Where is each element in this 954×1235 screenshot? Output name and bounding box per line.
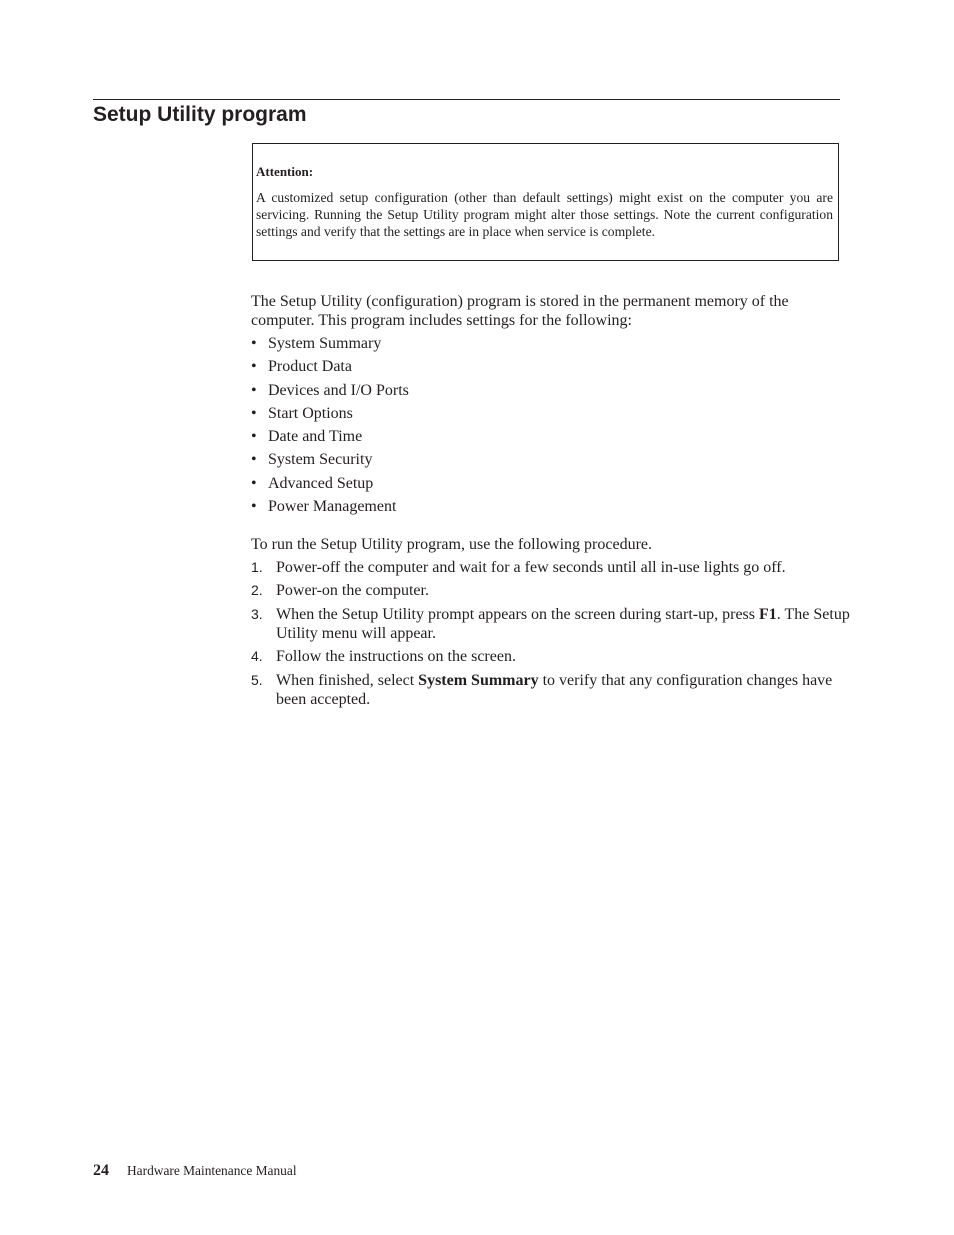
settings-list — [251, 334, 409, 520]
section-title: Setup Utility program — [93, 103, 307, 126]
list-item-text: Start Options — [268, 404, 353, 422]
bullet-icon: • — [251, 498, 257, 516]
bullet-icon: • — [251, 474, 257, 492]
bullet-icon: • — [251, 358, 257, 376]
attention-text: A customized setup configuration (other than default settings) might exist on the computer you are servicing. Running the Setup Utility program might alter those settings. Note the current configuration settings and verify that the settings are in place when service is complete. — [256, 190, 833, 239]
list-item-text: Product Data — [268, 358, 352, 376]
procedure-step — [251, 558, 851, 577]
list-item-text: System Summary — [268, 335, 382, 352]
procedure-intro: To run the Setup Utility program, use the following procedure. — [251, 536, 653, 553]
list-item — [251, 357, 409, 380]
list-item — [251, 474, 409, 497]
step-text: Power-on the computer. — [276, 582, 429, 600]
bullet-icon: • — [251, 404, 257, 422]
step-text: Follow the instructions on the screen. — [276, 648, 516, 666]
list-item-text: Power Management — [268, 498, 397, 516]
procedure-step — [251, 671, 851, 709]
intro-paragraph: The Setup Utility (configuration) program is stored in the permanent memory of the computer. This program includes settings for the following: — [251, 293, 789, 329]
bullet-icon: • — [251, 451, 257, 469]
procedure-steps — [251, 558, 851, 713]
step-text: When the Setup Utility prompt appears on the screen during start-up, press F1. The Setup Utility menu will appear. — [276, 605, 850, 642]
attention-box — [252, 143, 839, 261]
section-rule — [93, 99, 840, 100]
page-number: 24 — [93, 1162, 109, 1179]
list-item — [251, 427, 409, 450]
procedure-step — [251, 647, 851, 666]
list-item — [251, 381, 409, 404]
step-number: 2. — [251, 582, 263, 599]
bullet-icon: • — [251, 428, 257, 446]
list-item — [251, 497, 409, 520]
list-item — [251, 450, 409, 473]
procedure-step — [251, 581, 851, 600]
procedure-step — [251, 605, 851, 643]
bullet-icon: • — [251, 381, 257, 399]
step-text: When finished, select System Summary to verify that any configuration changes have been accepted. — [276, 671, 833, 708]
bullet-icon: • — [251, 335, 257, 352]
attention-label: Attention: — [256, 164, 314, 179]
step-number: 1. — [251, 559, 263, 575]
list-item — [251, 334, 409, 357]
list-item-text: Date and Time — [268, 428, 363, 446]
step-number: 4. — [251, 648, 263, 665]
list-item-text: System Security — [268, 451, 373, 469]
step-text: Power-off the computer and wait for a few seconds until all in-use lights go off. — [276, 559, 786, 576]
list-item-text: Advanced Setup — [268, 474, 374, 492]
list-item — [251, 404, 409, 427]
step-number: 3. — [251, 605, 263, 622]
manual-title: Hardware Maintenance Manual — [127, 1163, 297, 1178]
list-item-text: Devices and I/O Ports — [268, 381, 409, 399]
step-number: 5. — [251, 671, 263, 688]
page-footer — [93, 1162, 297, 1180]
